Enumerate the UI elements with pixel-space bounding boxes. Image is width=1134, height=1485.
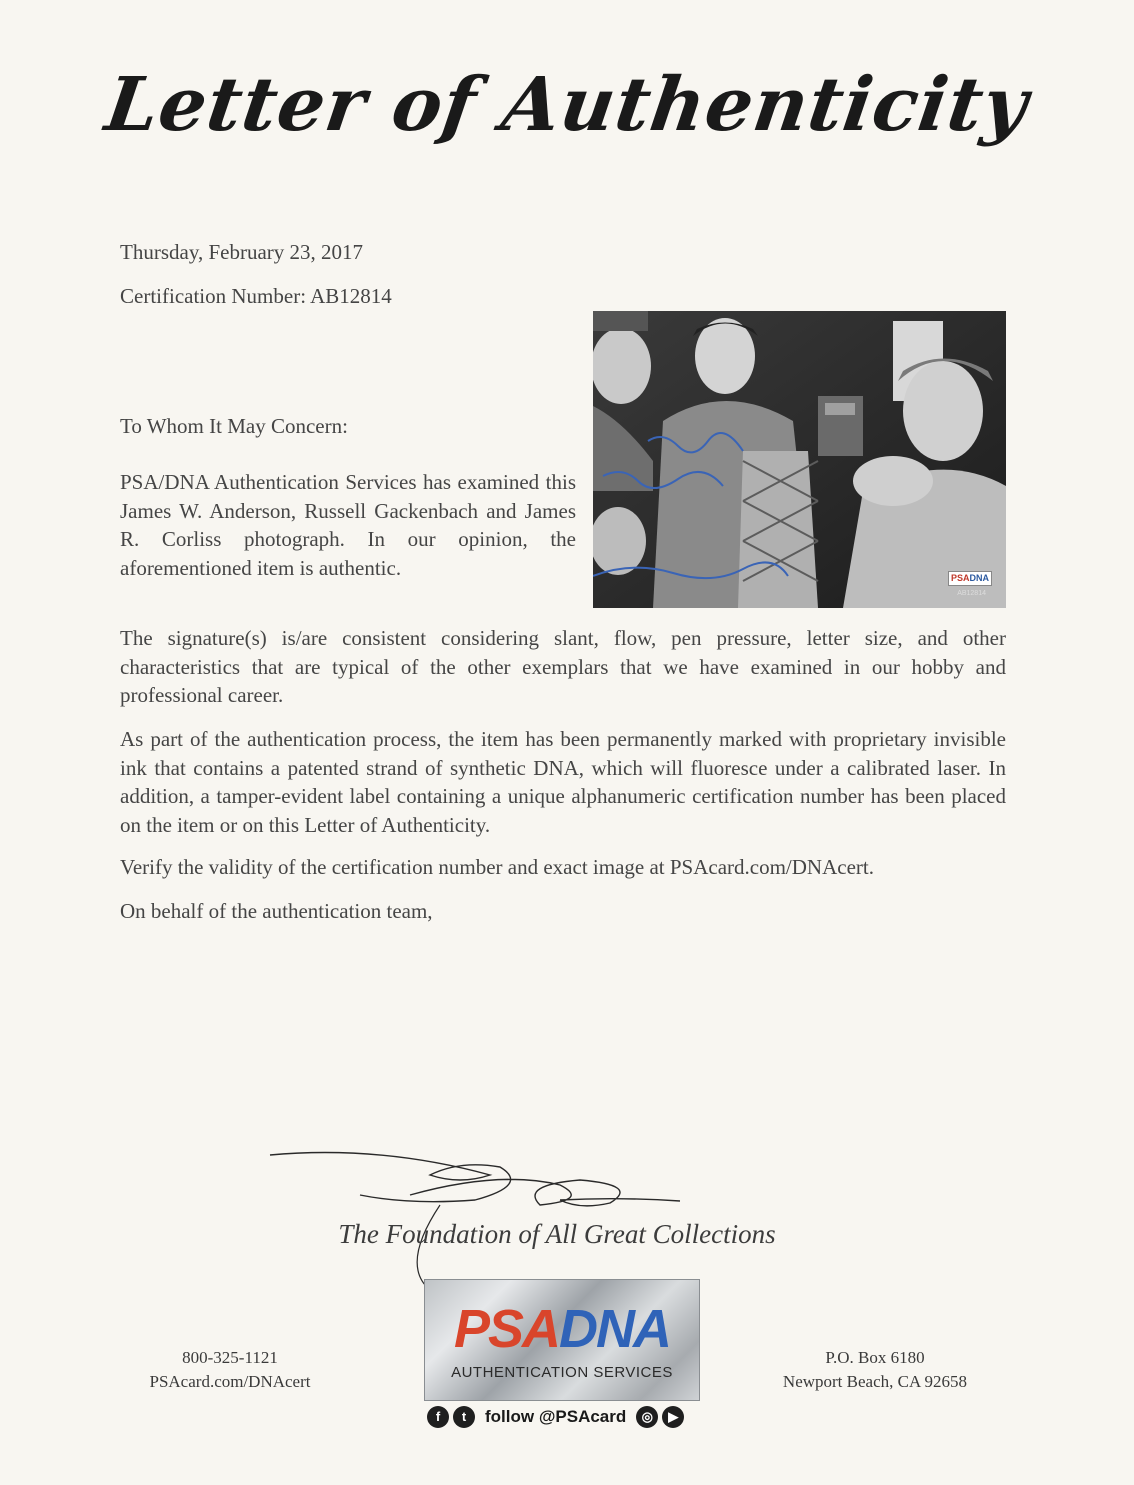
social-follow-bar — [427, 1404, 684, 1430]
letter-title: Letter of Authenticity — [100, 62, 1034, 148]
follow-handle[interactable]: follow @PSAcard — [485, 1407, 627, 1426]
logo-subtitle: AUTHENTICATION SERVICES — [451, 1364, 673, 1381]
contact-right — [760, 1346, 990, 1394]
youtube-icon[interactable]: ▶ — [662, 1406, 684, 1428]
greeting: To Whom It May Concern: — [120, 414, 348, 438]
logo-wordmark: PSADNA — [453, 1299, 671, 1359]
phone-number: 800-325-1121 — [182, 1348, 278, 1367]
letter-date: Thursday, February 23, 2017 — [120, 240, 364, 264]
tagline: The Foundation of All Great Collections — [338, 1219, 776, 1249]
facebook-icon[interactable]: f — [427, 1406, 449, 1428]
psa-dna-sticker: PSADNA — [948, 571, 992, 586]
verify-paragraph: Verify the validity of the certification number and exact image at PSAcard.com/DNAcert. — [120, 855, 874, 879]
process-paragraph: As part of the authentication process, the item has been permanently marked with proprietary invisible ink that contains a patented strand of synthetic DNA, which will fluoresce under a calibrated laser. In addition, a tamper-evident label containing a unique alphanumeric certification number has been placed on the item or on this Letter of Authenticity. — [120, 727, 1006, 837]
photo-illustration — [593, 311, 1006, 608]
psa-dna-logo — [424, 1279, 700, 1401]
city-address: Newport Beach, CA 92658 — [782, 1372, 968, 1391]
twitter-icon[interactable]: t — [453, 1406, 475, 1428]
instagram-icon[interactable]: ◎ — [636, 1406, 658, 1428]
po-box: P.O. Box 6180 — [825, 1348, 925, 1367]
sticker-number: AB12814 — [957, 590, 986, 597]
consistency-paragraph: The signature(s) is/are consistent considering slant, flow, pen pressure, letter size, and other characteristics that are typical of the other exemplars that we have examined in our hobby and professional career. — [120, 626, 1006, 707]
contact-left — [118, 1346, 342, 1394]
website-link[interactable]: PSAcard.com/DNAcert — [149, 1372, 311, 1391]
certification-number: Certification Number: AB12814 — [120, 284, 392, 308]
closing-line: On behalf of the authentication team, — [120, 899, 433, 923]
authenticated-photo — [593, 311, 1006, 608]
intro-paragraph: PSA/DNA Authentication Services has examined this James W. Anderson, Russell Gackenbach and James R. Corliss photograph. In our opinion, the aforementioned item is authentic. — [120, 470, 576, 580]
